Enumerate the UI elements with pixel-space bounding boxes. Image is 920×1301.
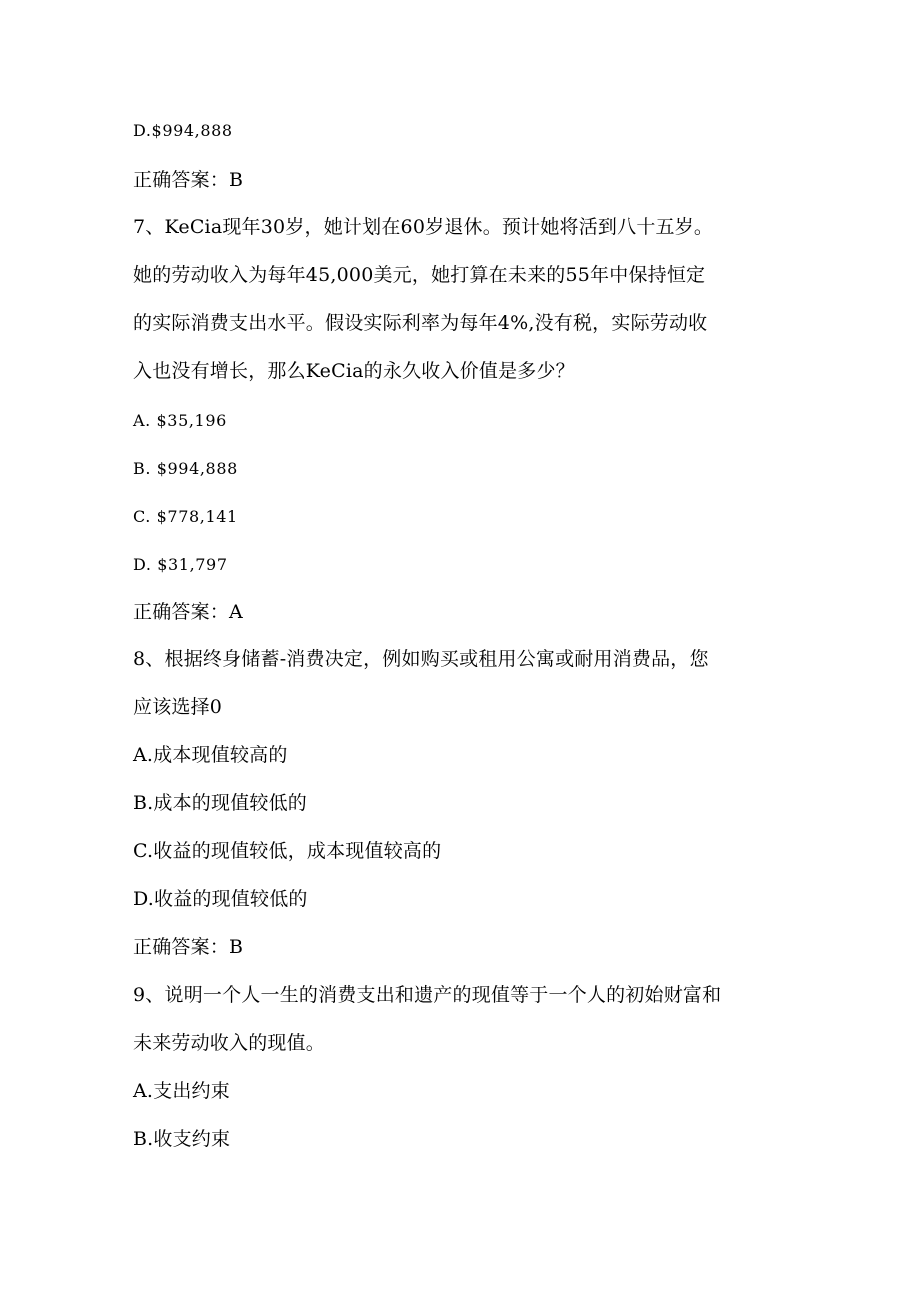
- q9-stem-line-2: 未来劳动收入的现值。: [133, 1032, 326, 1054]
- q8-stem-line-2: 应该选择0: [133, 696, 223, 718]
- q8-stem-line-1: 8、根据终身储蓄-消费决定，例如购买或租用公寓或耐用消费品，您: [133, 648, 709, 670]
- q7-option-d: D. $31,797: [133, 555, 228, 574]
- q8-option-a: A.成本现值较高的: [133, 744, 288, 766]
- q8-option-b: B.成本的现值较低的: [133, 792, 308, 814]
- q6-option-d: D.$994,888: [133, 121, 233, 140]
- q9-option-b: B.收支约束: [133, 1128, 231, 1150]
- q8-option-d: D.收益的现值较低的: [133, 888, 308, 910]
- q6-answer: 正确答案：B: [133, 169, 244, 191]
- q7-answer: 正确答案：A: [133, 601, 243, 623]
- q8-answer: 正确答案：B: [133, 936, 244, 958]
- q7-stem-line-2: 她的劳动收入为每年45,000美元，她打算在未来的55年中保持恒定: [133, 264, 706, 286]
- q7-stem-line-4: 入也没有增长，那么KeCia的永久收入价值是多少？: [133, 360, 575, 382]
- q9-option-a: A.支出约束: [133, 1080, 230, 1102]
- q8-option-c: C.收益的现值较低，成本现值较高的: [133, 840, 442, 862]
- q7-option-b: B. $994,888: [133, 459, 238, 478]
- q9-stem-line-1: 9、说明一个人一生的消费支出和遗产的现值等于一个人的初始财富和: [133, 984, 722, 1006]
- q7-option-c: C. $778,141: [133, 507, 238, 526]
- q7-stem-line-1: 7、KeCia现年30岁，她计划在60岁退休。预计她将活到八十五岁。: [133, 216, 714, 238]
- q7-stem-line-3: 的实际消费支出水平。假设实际利率为每年4%,没有税，实际劳动收: [133, 312, 708, 334]
- q7-option-a: A. $35,196: [133, 411, 227, 430]
